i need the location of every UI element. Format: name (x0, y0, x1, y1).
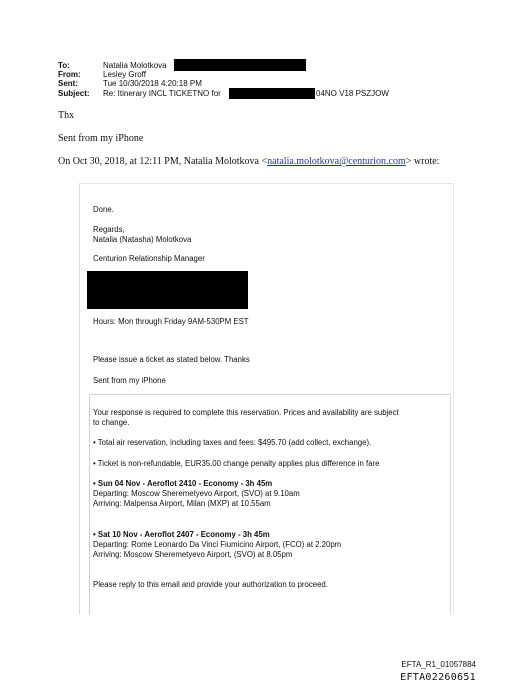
total-fare: • Total air reservation, including taxes and fees: $495.70 (add collect, exchange). (93, 438, 372, 447)
reply-prompt: Please reply to this email and provide your authorization to proceed. (93, 580, 328, 589)
to-label: To: (58, 61, 70, 70)
quote-intro-start: On Oct 30, 2018, at 12:11 PM, Natalia Molotkova < (58, 156, 268, 167)
flight2-title: • Sat 10 Nov - Aeroflot 2407 - Economy - 3h 45m (93, 530, 270, 539)
redaction-block (87, 271, 248, 309)
reply-signature: Sent from my iPhone (58, 133, 144, 144)
quoted-done: Done. (93, 205, 114, 214)
subject-value-suffix: 04NO V18 PSZJOW (316, 89, 389, 98)
sent-label: Sent: (58, 79, 78, 88)
quoted-title: Centurion Relationship Manager (93, 254, 205, 263)
quoted-hours: Hours: Mon through Friday 9AM-530PM EST (93, 317, 249, 326)
redaction-block (229, 88, 315, 99)
quoted-regards: Regards, (93, 225, 125, 234)
from-label: From: (58, 70, 81, 79)
redaction-block (174, 59, 306, 71)
response-notice-cont: to change. (93, 418, 130, 427)
quoted-name: Natalia (Natasha) Molotkova (93, 235, 192, 244)
subject-value: Re: Itinerary INCL TICKETNO for (103, 89, 221, 98)
ticket-terms: • Ticket is non-refundable, EUR35.00 change penalty applies plus difference in fare (93, 459, 380, 468)
quote-intro-end: > wrote: (405, 156, 440, 167)
sent-value: Tue 10/30/2018 4:20:18 PM (103, 79, 202, 88)
flight2-arrival: Arriving: Moscow Sheremetyevo Airport, (SVO) at 8.05pm (93, 550, 293, 559)
to-value: Natalia Molotkova (103, 61, 167, 70)
flight2-departure: Departing: Rome Leonardo Da Vinci Fiumicino Airport, (FCO) at 2.20pm (93, 540, 342, 549)
flight1-title: • Sun 04 Nov - Aeroflot 2410 - Economy - 3h 45m (93, 479, 273, 488)
quote-intro (58, 156, 439, 167)
sender-email-link[interactable]: natalia.molotkova@centurion.com (267, 156, 406, 167)
quoted-issue-request: Please issue a ticket as stated below. Thanks (93, 355, 250, 364)
quoted-sent-from: Sent from my iPhone (93, 376, 166, 385)
flight1-arrival: Arriving: Malpensa Airport, Milan (MXP) at 10.55am (93, 499, 271, 508)
subject-label: Subject: (58, 89, 90, 98)
bates-reference-1: EFTA_R1_01057884 (401, 660, 476, 669)
flight1-departure: Departing: Moscow Sheremetyevo Airport, (SVO) at 9.10am (93, 489, 300, 498)
from-value: Lesley Groff (103, 70, 146, 79)
response-notice: Your response is required to complete this reservation. Prices and availability are subject (93, 408, 399, 417)
bates-reference-2: EFTA02260651 (400, 672, 476, 683)
reply-text: Thx (58, 110, 75, 121)
